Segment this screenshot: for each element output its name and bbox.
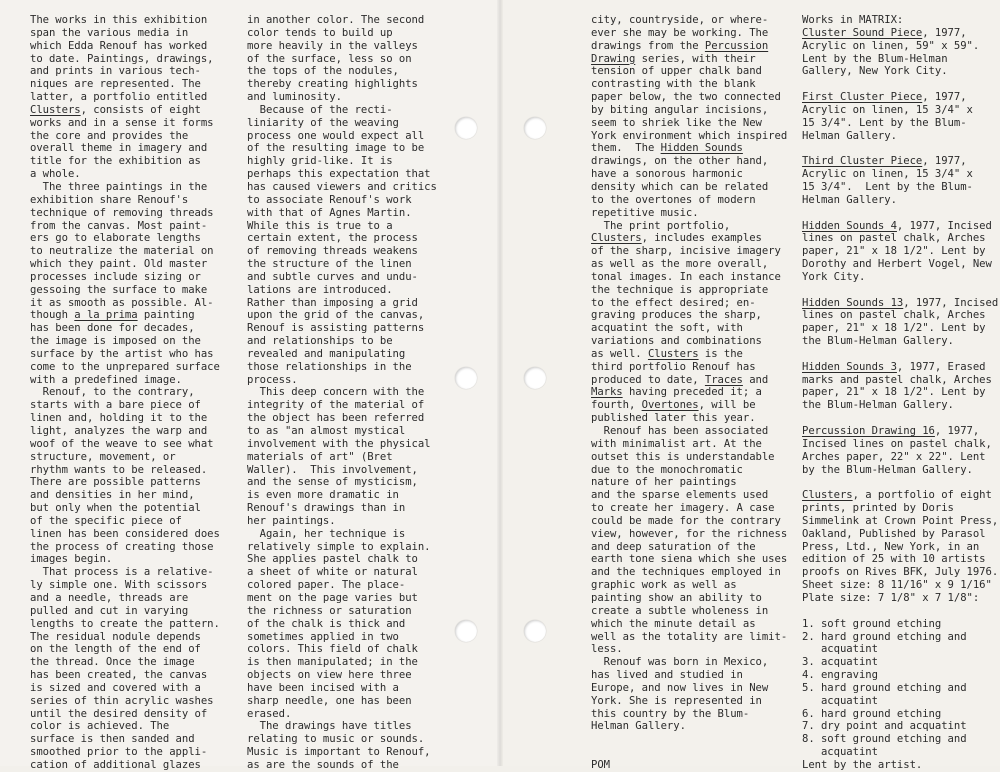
text-line: those relationships in the xyxy=(247,360,412,373)
text-line: more heavily in the valleys xyxy=(247,39,418,52)
text-line: tonal images. In each instance xyxy=(591,270,781,283)
text-line: by biting angular incisions, xyxy=(591,103,769,116)
text-line: city, countryside, or where- xyxy=(591,14,769,26)
text-line: the thread. Once the image xyxy=(30,656,195,669)
text-line: marks and pastel chalk, Arches xyxy=(802,373,992,386)
text-line: is then manipulated; in the xyxy=(247,656,418,669)
essay-column-2 xyxy=(247,14,437,772)
text-line: sharp needle, one has been xyxy=(247,694,412,707)
text-line xyxy=(802,361,998,374)
text-line: That process is a relative- xyxy=(30,566,214,579)
text-line: objects on view here three xyxy=(247,669,412,682)
text-line: and relationships to be xyxy=(247,335,393,348)
text-line: the object has been referred xyxy=(247,412,425,425)
text-line: proofs on Rives BFK, July 1976. xyxy=(802,566,999,579)
text-line: 8. soft ground etching and xyxy=(802,733,967,746)
text-line: the richness or saturation xyxy=(247,604,412,617)
text-line: Renouf's drawings than in xyxy=(247,502,406,515)
text-line: as well as the more overall, xyxy=(591,258,769,271)
text-line: create a subtle wholeness in xyxy=(591,604,769,617)
text-line: it as smooth as possible. Al- xyxy=(30,296,214,309)
text-line: Acrylic on linen, 59" x 59". xyxy=(802,39,980,52)
text-line: but only when the potential xyxy=(30,502,201,515)
text-line: ly simple one. With scissors xyxy=(30,579,208,592)
text-line: a whole. xyxy=(30,168,81,181)
underlined-title: Clusters xyxy=(30,103,81,116)
text-line: sometimes applied in two xyxy=(247,630,399,643)
text-line: Press, Ltd., New York, in an xyxy=(802,540,980,553)
text-line: third portfolio Renouf has xyxy=(591,360,756,373)
underlined-title: Third Cluster Piece xyxy=(802,155,923,168)
text-line xyxy=(802,476,998,489)
essay-column-3 xyxy=(591,14,787,772)
text-line: the image is imposed on the xyxy=(30,335,201,348)
text-line: highly grid-like. It is xyxy=(247,155,393,168)
text-line: thereby creating highlights xyxy=(247,78,418,91)
text-line: Renouf was born in Mexico, xyxy=(591,656,769,669)
text-line: title for the exhibition as xyxy=(30,155,201,168)
text-line: the tops of the nodules, xyxy=(247,65,399,78)
text-line xyxy=(802,207,998,220)
text-line: Helman Gallery. xyxy=(802,129,897,142)
text-segment: fourth, xyxy=(591,399,642,412)
text-line: published later this year. xyxy=(591,412,756,425)
text-line: gessoing the surface to make xyxy=(30,283,208,296)
text-line: cation of additional glazes xyxy=(30,758,201,771)
text-line: Renouf is assisting patterns xyxy=(247,322,425,335)
text-line: density which can be related xyxy=(591,180,769,193)
text-line: surface by the artist who has xyxy=(30,347,214,360)
text-line: 7. dry point and acquatint xyxy=(802,720,967,733)
text-line: contrasting with the blank xyxy=(591,78,756,91)
punch-hole xyxy=(455,620,477,642)
text-line: and the sparse elements used xyxy=(591,489,769,502)
text-line: ment on the page varies but xyxy=(247,591,418,604)
text-segment: painting xyxy=(137,309,195,322)
text-line: The drawings have titles xyxy=(247,720,412,733)
text-line: acquatint xyxy=(802,746,878,759)
text-line: perhaps this expectation that xyxy=(247,168,431,181)
text-line: erased. xyxy=(247,707,292,720)
text-line: ers go to elaborate lengths xyxy=(30,232,201,245)
text-line: 15 3/4". Lent by the Blum- xyxy=(802,116,967,129)
text-line: have been incised with a xyxy=(247,681,399,694)
text-line: lengths to create the pattern. xyxy=(30,617,220,630)
text-line: is even more dramatic in xyxy=(247,489,399,502)
text-segment: , a portfolio of eight xyxy=(852,489,992,502)
text-line: Rather than imposing a grid xyxy=(247,296,418,309)
text-line: to date. Paintings, drawings, xyxy=(30,52,214,65)
text-line: lines on pastel chalk, Arches xyxy=(802,309,986,322)
text-line: the Blum-Helman Gallery. xyxy=(802,399,954,412)
text-line: rhythm wants to be released. xyxy=(30,463,208,476)
underlined-title: Overtones xyxy=(641,399,699,412)
text-segment: , 1977, xyxy=(922,91,967,104)
text-line: Lent by the Blum-Helman xyxy=(802,52,948,65)
text-line: colored paper. The place- xyxy=(247,579,406,592)
text-line: on the length of the end of xyxy=(30,643,201,656)
text-line xyxy=(802,297,998,310)
text-segment: , 1977, xyxy=(922,26,967,39)
text-line: 2. hard ground etching and xyxy=(802,630,967,643)
text-line: smoothed prior to the appli- xyxy=(30,746,208,759)
text-line: technique of removing threads xyxy=(30,206,214,219)
text-line: 5. hard ground etching and xyxy=(802,681,967,694)
text-line: materials of art" (Bret xyxy=(247,450,393,463)
text-line: Helman Gallery. xyxy=(802,193,897,206)
text-line: York. She is represented in xyxy=(591,694,762,707)
text-line: the process of creating those xyxy=(30,540,214,553)
text-line: with that of Agnes Martin. xyxy=(247,206,412,219)
text-line: 15 3/4". Lent by the Blum- xyxy=(802,180,973,193)
text-line xyxy=(802,412,998,425)
underlined-title: Hidden Sounds 3 xyxy=(802,360,897,373)
text-line: less. xyxy=(591,643,623,656)
text-line: liniarity of the weaving xyxy=(247,116,399,129)
text-line: POM xyxy=(591,758,610,771)
text-line: involvement with the physical xyxy=(247,437,431,450)
text-line: has been created, the canvas xyxy=(30,669,208,682)
text-line: this country by the Blum- xyxy=(591,707,750,720)
text-line: Arches paper, 22" x 22". Lent xyxy=(802,450,986,463)
text-line: acquatint the soft, with xyxy=(591,322,743,335)
text-segment: , 1977, xyxy=(934,425,980,437)
works-list-column xyxy=(802,14,998,772)
text-line: The works in this exhibition xyxy=(30,14,208,26)
text-segment: , includes examples xyxy=(641,232,762,245)
text-line xyxy=(802,78,998,91)
text-line: painting show an ability to xyxy=(591,591,762,604)
text-line: While this is true to a xyxy=(247,219,393,232)
text-line: paper, 21" x 18 1/2". Lent by xyxy=(802,322,986,335)
text-line: of the specific piece of xyxy=(30,514,182,527)
text-line: earth tone siena which she uses xyxy=(591,553,788,566)
text-line: could be made for the contrary xyxy=(591,514,781,527)
text-line: view, however, for the richness xyxy=(591,527,788,540)
text-line xyxy=(591,40,787,53)
text-line: colors. This field of chalk xyxy=(247,643,418,656)
text-line: is sized and covered with a xyxy=(30,681,201,694)
text-line: and luminosity. xyxy=(247,91,342,104)
text-line: to create her imagery. A case xyxy=(591,502,775,515)
text-line: has caused viewers and critics xyxy=(247,180,437,193)
text-line: span the various media in xyxy=(30,26,189,39)
text-line: Helman Gallery. xyxy=(591,720,686,733)
text-line xyxy=(802,91,998,104)
text-line: 1. soft ground etching xyxy=(802,617,942,630)
text-line: tension of upper chalk band xyxy=(591,65,762,78)
text-segment: and xyxy=(742,373,769,386)
text-line xyxy=(591,746,787,759)
text-line: Renouf, to the contrary, xyxy=(30,386,195,399)
underlined-title: Hidden Sounds xyxy=(660,142,743,155)
text-line: to the overtones of modern xyxy=(591,193,756,206)
text-line xyxy=(591,142,787,155)
text-line: has been done for decades, xyxy=(30,322,195,335)
text-line: variations and combinations xyxy=(591,335,762,348)
text-line: Europe, and now lives in New xyxy=(591,681,769,694)
text-line: to as "an almost mystical xyxy=(247,425,406,437)
text-line: have a sonorous harmonic xyxy=(591,168,743,181)
underlined-title: Hidden Sounds 4 xyxy=(802,219,897,232)
text-line: lines on pastel chalk, Arches xyxy=(802,232,986,245)
text-line: Waller). This involvement, xyxy=(247,463,418,476)
text-line: woof of the weave to see what xyxy=(30,437,214,450)
text-line: The three paintings in the xyxy=(30,180,208,193)
text-line: graphic work as well as xyxy=(591,579,737,592)
underlined-title: Cluster Sound Piece xyxy=(802,26,923,39)
text-line xyxy=(591,53,787,66)
text-line xyxy=(802,284,998,297)
text-line: processes include sizing or xyxy=(30,270,201,283)
text-line: latter, a portfolio entitled xyxy=(30,91,208,104)
text-line: Dorothy and Herbert Vogel, New xyxy=(802,258,992,271)
text-line: pulled and cut in varying xyxy=(30,604,189,617)
underlined-title: Drawing xyxy=(591,52,636,65)
text-line: of the sharp, incisive imagery xyxy=(591,245,781,258)
text-line: and the techniques employed in xyxy=(591,566,781,579)
essay-column-1 xyxy=(30,14,220,772)
punch-hole xyxy=(455,367,477,389)
text-line: This deep concern with the xyxy=(247,386,425,399)
text-segment: , 1977, Erased xyxy=(896,360,986,373)
text-line: Oakland, Published by Parasol xyxy=(802,527,986,540)
text-line xyxy=(591,399,787,412)
text-line: drawings, on the other hand, xyxy=(591,155,769,168)
underlined-title: Percussion Drawing 16 xyxy=(802,425,935,437)
text-line: overall theme in imagery and xyxy=(30,142,208,155)
text-line: in another color. The second xyxy=(247,14,425,26)
underlined-title: Traces xyxy=(704,373,743,386)
text-line: certain extent, the process xyxy=(247,232,418,245)
text-line: Lent by the artist. xyxy=(802,758,923,771)
punch-hole xyxy=(455,117,477,139)
text-line: repetitive music. xyxy=(591,206,699,219)
text-line: Because of the recti- xyxy=(247,103,393,116)
text-line: 3. acquatint xyxy=(802,656,878,669)
text-line: color tends to build up xyxy=(247,26,393,39)
text-line: integrity of the material of xyxy=(247,399,425,412)
text-line xyxy=(802,142,998,155)
underlined-title: Clusters xyxy=(647,347,699,360)
text-line: upon the grid of the canvas, xyxy=(247,309,425,322)
text-line: process. xyxy=(247,373,298,386)
text-line: of the surface, less so on xyxy=(247,52,412,65)
text-line: revealed and manipulating xyxy=(247,347,406,360)
text-line: series of thin acrylic washes xyxy=(30,694,214,707)
text-line: 4. engraving xyxy=(802,669,878,682)
text-line: with minimalist art. At the xyxy=(591,437,762,450)
text-line: come to the unprepared surface xyxy=(30,360,220,373)
text-segment: having preceded it; a xyxy=(622,386,762,399)
text-line: well as the totality are limit- xyxy=(591,630,788,643)
text-line: Acrylic on linen, 15 3/4" x xyxy=(802,103,973,116)
text-line: relatively simple to explain. xyxy=(247,540,431,553)
text-line: which they paint. Old master xyxy=(30,258,208,271)
text-segment: is the xyxy=(698,347,743,360)
text-line xyxy=(802,425,998,438)
punch-hole xyxy=(524,367,546,389)
text-line: of the resulting image to be xyxy=(247,142,425,155)
text-line xyxy=(591,348,787,361)
text-line: ever she may be working. The xyxy=(591,26,769,39)
text-line: structure, movement, or xyxy=(30,450,176,463)
text-line: York environment which inspired xyxy=(591,129,788,142)
text-line: images begin. xyxy=(30,553,113,566)
text-line: and densities in her mind, xyxy=(30,489,195,502)
text-line: seem to shriek like the New xyxy=(591,116,762,129)
text-line: The residual nodule depends xyxy=(30,630,201,643)
text-segment: , will be xyxy=(698,399,756,412)
text-segment: , 1977, xyxy=(922,155,967,168)
text-segment: , consists of eight xyxy=(80,103,201,116)
text-line: linen has been considered does xyxy=(30,527,220,540)
text-line xyxy=(802,348,998,361)
underlined-title: a la prima xyxy=(74,309,138,322)
text-segment: drawings from the xyxy=(591,39,705,52)
text-line: with a predefined image. xyxy=(30,373,182,386)
text-segment: them. The xyxy=(591,142,661,155)
text-line: lations are introduced. xyxy=(247,283,393,296)
text-line: niques are represented. The xyxy=(30,78,201,91)
center-fold xyxy=(497,0,503,766)
text-line: the core and provides the xyxy=(30,129,189,142)
text-line: a sheet of white or natural xyxy=(247,566,418,579)
text-line xyxy=(30,104,220,117)
punch-hole xyxy=(524,117,546,139)
text-line: has lived and studied in xyxy=(591,669,743,682)
text-line: as are the sounds of the xyxy=(247,758,399,771)
text-segment: , 1977, Incised xyxy=(896,219,992,232)
text-line: prints, printed by Doris xyxy=(802,502,954,515)
text-line xyxy=(591,232,787,245)
text-line: and subtle curves and undu- xyxy=(247,270,418,283)
text-line: and deep saturation of the xyxy=(591,540,756,553)
text-line: starts with a bare piece of xyxy=(30,399,201,412)
text-line: light, analyzes the warp and xyxy=(30,425,208,437)
underlined-title: Clusters xyxy=(591,232,642,245)
text-line: Music is important to Renouf, xyxy=(247,746,431,759)
text-line xyxy=(591,374,787,387)
text-line: which the minute detail as xyxy=(591,617,756,630)
text-line xyxy=(802,27,998,40)
text-line: to neutralize the material on xyxy=(30,245,214,258)
text-line: paper below, the two connected xyxy=(591,91,781,104)
text-line: and the sense of mysticism, xyxy=(247,476,418,489)
text-line xyxy=(591,733,787,746)
text-segment: as well. xyxy=(591,347,648,360)
text-line: acquatint xyxy=(802,694,878,707)
text-line: edition of 25 with 10 artists xyxy=(802,553,986,566)
text-line xyxy=(802,605,998,618)
text-line: linen and, holding it to the xyxy=(30,412,208,425)
text-line: and prints in various tech- xyxy=(30,65,201,78)
text-line: Renouf has been associated xyxy=(591,425,769,437)
text-line: Gallery, New York City. xyxy=(802,65,948,78)
text-segment: produced to date, xyxy=(591,373,705,386)
text-line: The print portfolio, xyxy=(591,219,731,232)
text-line: nature of her paintings xyxy=(591,476,737,489)
underlined-title: First Cluster Piece xyxy=(802,91,923,104)
text-line: which Edda Renouf has worked xyxy=(30,39,208,52)
text-line: Acrylic on linen, 15 3/4" x xyxy=(802,168,973,181)
text-line: and a needle, threads are xyxy=(30,591,189,604)
text-line: of removing threads weakens xyxy=(247,245,418,258)
text-line: by the Blum-Helman Gallery. xyxy=(802,463,973,476)
text-line xyxy=(802,155,998,168)
text-line: paper, 21" x 18 1/2". Lent by xyxy=(802,245,986,258)
underlined-title: Clusters xyxy=(802,489,853,502)
underlined-title: Hidden Sounds 13 xyxy=(802,296,904,309)
text-line xyxy=(30,309,220,322)
text-line: the technique is appropriate xyxy=(591,283,769,296)
text-line: works and in a sense it forms xyxy=(30,116,214,129)
text-line xyxy=(802,220,998,233)
text-line xyxy=(591,386,787,399)
text-line: exhibition share Renouf's xyxy=(30,193,189,206)
text-line: to associate Renouf's work xyxy=(247,193,412,206)
text-line: surface is then sanded and xyxy=(30,733,195,746)
text-line: the structure of the linen xyxy=(247,258,412,271)
text-line xyxy=(802,489,998,502)
text-segment: series, with their xyxy=(635,52,756,65)
text-line: paper, 21" x 18 1/2". Lent by xyxy=(802,386,986,399)
underlined-title: Marks xyxy=(591,386,623,399)
text-line: Simmelink at Crown Point Press, xyxy=(802,514,999,527)
text-line: She applies pastel chalk to xyxy=(247,553,418,566)
text-line: until the desired density of xyxy=(30,707,208,720)
text-line: Again, her technique is xyxy=(247,527,406,540)
text-line: process one would expect all xyxy=(247,129,425,142)
text-line: 6. hard ground etching xyxy=(802,707,942,720)
text-line: due to the monochromatic xyxy=(591,463,743,476)
underlined-title: Percussion xyxy=(704,39,769,52)
text-line: relating to music or sounds. xyxy=(247,733,425,746)
text-line: Incised lines on pastel chalk, xyxy=(802,437,992,450)
text-line: There are possible patterns xyxy=(30,476,201,489)
punch-hole xyxy=(524,620,546,642)
text-line: to the effect desired; en- xyxy=(591,296,756,309)
text-line: her paintings. xyxy=(247,514,336,527)
text-line: acquatint xyxy=(802,643,878,656)
text-line: color is achieved. The xyxy=(30,720,170,733)
text-line: Works in MATRIX: xyxy=(802,14,904,26)
text-line: outset this is understandable xyxy=(591,450,775,463)
text-line: Plate size: 7 1/8" x 7 1/8": xyxy=(802,591,980,604)
text-line: from the canvas. Most paint- xyxy=(30,219,208,232)
text-line: of the chalk is thick and xyxy=(247,617,406,630)
text-line: graving produces the sharp, xyxy=(591,309,762,322)
text-segment: , 1977, Incised xyxy=(903,296,999,309)
text-segment: though xyxy=(30,309,75,322)
text-line: Sheet size: 8 11/16" x 9 1/16" xyxy=(802,579,992,592)
text-line: the Blum-Helman Gallery. xyxy=(802,335,954,348)
text-line: York City. xyxy=(802,270,866,283)
